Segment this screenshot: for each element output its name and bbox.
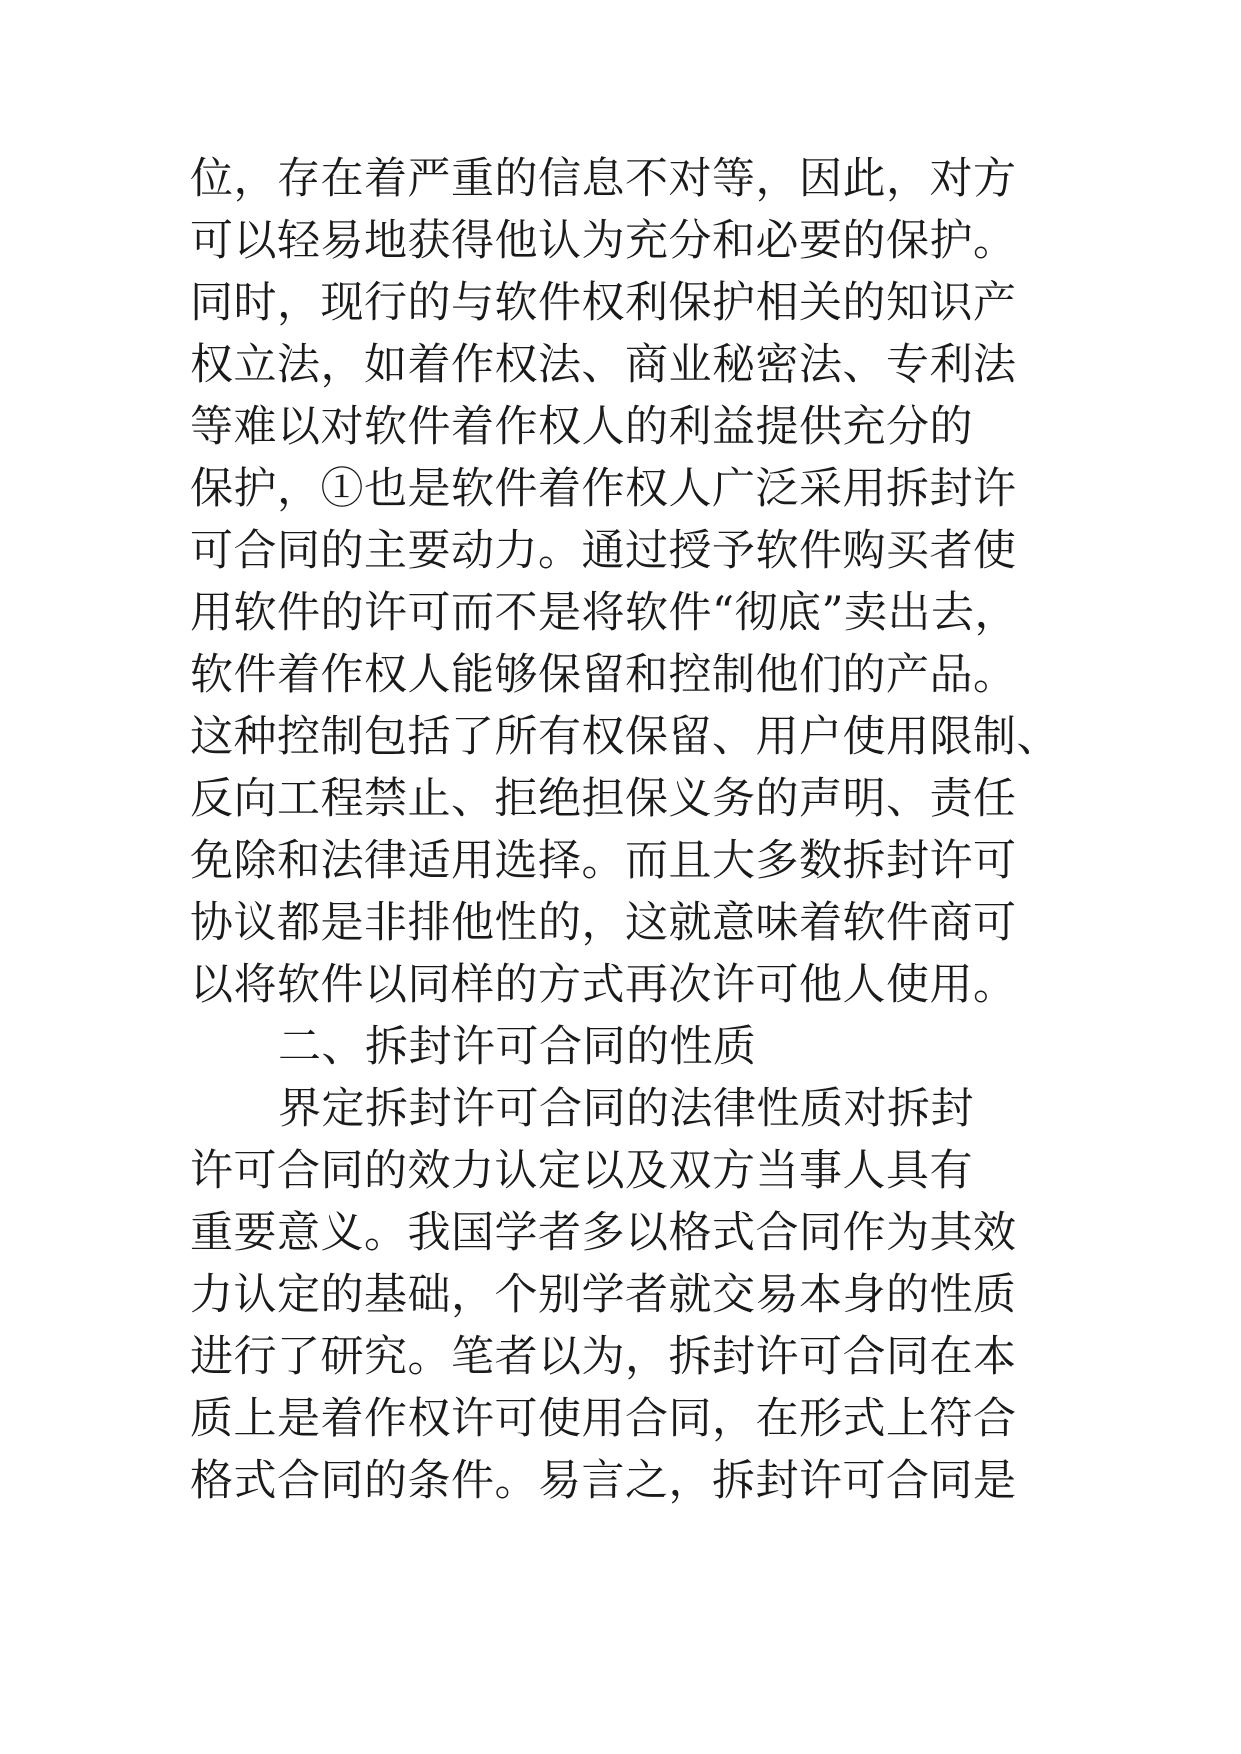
text-line: 力认定的基础，个别学者就交易本身的性质 bbox=[190, 1270, 1017, 1320]
text-line: 协议都是非排他性的，这就意味着软件商可 bbox=[190, 898, 1017, 948]
text-line: 等难以对软件着作权人的利益提供充分的 bbox=[190, 402, 973, 452]
text-line: 位，存在着严重的信息不对等，因此，对方 bbox=[190, 154, 1017, 204]
text-line: 这种控制包括了所有权保留、用户使用限制、 bbox=[190, 712, 1060, 762]
text-line: 重要意义。我国学者多以格式合同作为其效 bbox=[190, 1208, 1017, 1258]
text-line: 进行了研究。笔者以为，拆封许可合同在本 bbox=[190, 1332, 1017, 1382]
text-line: 以将软件以同样的方式再次许可他人使用。 bbox=[190, 960, 1017, 1010]
body-text bbox=[190, 148, 1070, 1512]
text-line: 同时，现行的与软件权利保护相关的知识产 bbox=[190, 278, 1017, 328]
text-line: 用软件的许可而不是将软件“彻底”卖出去， bbox=[190, 588, 1018, 638]
text-line: 许可合同的效力认定以及双方当事人具有 bbox=[190, 1146, 973, 1196]
text-line: 权立法，如着作权法、商业秘密法、专利法 bbox=[190, 340, 1017, 390]
paragraph-first-line: 界定拆封许可合同的法律性质对拆封 bbox=[278, 1084, 974, 1134]
text-line: 免除和法律适用选择。而且大多数拆封许可 bbox=[190, 836, 1017, 886]
text-line: 质上是着作权许可使用合同，在形式上符合 bbox=[190, 1394, 1017, 1444]
text-line: 软件着作权人能够保留和控制他们的产品。 bbox=[190, 650, 1017, 700]
text-line: 可合同的主要动力。通过授予软件购买者使 bbox=[190, 526, 1017, 576]
section-heading: 二、拆封许可合同的性质 bbox=[278, 1022, 757, 1072]
text-line: 格式合同的条件。易言之，拆封许可合同是 bbox=[190, 1456, 1017, 1506]
text-line: 可以轻易地获得他认为充分和必要的保护。 bbox=[190, 216, 1017, 266]
text-line: 保护，①也是软件着作权人广泛采用拆封许 bbox=[190, 464, 1017, 514]
text-line: 反向工程禁止、拒绝担保义务的声明、责任 bbox=[190, 774, 1017, 824]
